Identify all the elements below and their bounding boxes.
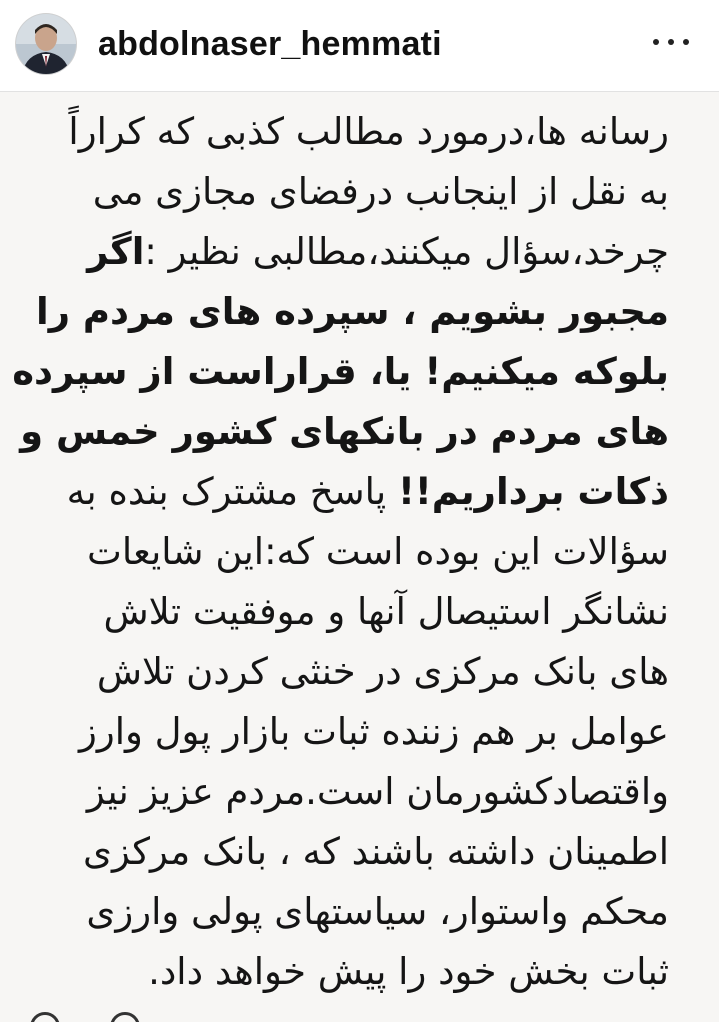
comment-icon[interactable]	[110, 1012, 140, 1022]
like-icon[interactable]	[30, 1012, 60, 1022]
avatar[interactable]	[16, 14, 76, 74]
caption-bold-text: بلوکه میکنیم! یا، قراراست از سپرده	[12, 350, 669, 393]
caption-bold-text: اگر	[87, 230, 145, 273]
caption-text: سؤالات این بوده است که:این شایعات	[87, 530, 669, 573]
dot	[668, 39, 674, 45]
more-options-icon[interactable]	[653, 30, 689, 54]
caption-line	[50, 882, 669, 942]
caption-bold-text: مجبور بشویم ، سپرده های مردم را	[36, 290, 669, 333]
caption-line	[50, 942, 669, 1002]
caption-line	[12, 342, 669, 402]
caption-line	[50, 582, 669, 642]
post-image	[0, 92, 719, 1022]
caption-line	[50, 222, 669, 282]
username[interactable]: abdolnaser_hemmati	[98, 25, 442, 63]
caption-line	[50, 462, 669, 522]
profile-photo-icon	[16, 14, 76, 74]
caption-text: رسانه ها،درمورد مطالب کذبی که کراراً	[68, 110, 669, 153]
caption-line	[36, 282, 669, 342]
caption-line	[50, 702, 669, 762]
caption-line	[50, 162, 669, 222]
caption-line	[50, 642, 669, 702]
caption-text: پاسخ مشترک بنده به	[66, 470, 398, 513]
caption-text: واقتصادکشورمان است.مردم عزیز نیز	[86, 770, 669, 813]
caption-text: محکم واستوار، سیاستهای پولی وارزی	[86, 890, 669, 933]
caption-text: های بانک مرکزی در خنثی کردن تلاش	[96, 650, 669, 693]
dot	[653, 39, 659, 45]
caption-line	[50, 822, 669, 882]
caption-bold-text: های مردم در بانکهای کشور خمس و	[20, 410, 669, 453]
action-bar	[30, 1008, 230, 1022]
caption-text: اطمینان داشته باشند که ، بانک مرکزی	[83, 830, 669, 873]
caption-line	[50, 762, 669, 822]
caption-line	[20, 402, 669, 462]
post-caption-text	[12, 102, 669, 1002]
caption-text: به نقل از اینجانب درفضای مجازی می	[92, 170, 669, 213]
caption-text: عوامل بر هم زننده ثبات بازار پول وارز	[79, 710, 669, 753]
caption-text: نشانگر استیصال آنها و موفقیت تلاش	[103, 590, 669, 633]
caption-line	[50, 522, 669, 582]
caption-line	[50, 102, 669, 162]
caption-bold-text: ذکات برداریم!!	[398, 470, 669, 513]
post-header	[0, 0, 719, 92]
caption-text: ثبات بخش خود را پیش خواهد داد.	[148, 950, 669, 993]
dot	[683, 39, 689, 45]
caption-text: چرخد،سؤال میکنند،مطالبی نظیر :	[144, 230, 669, 273]
